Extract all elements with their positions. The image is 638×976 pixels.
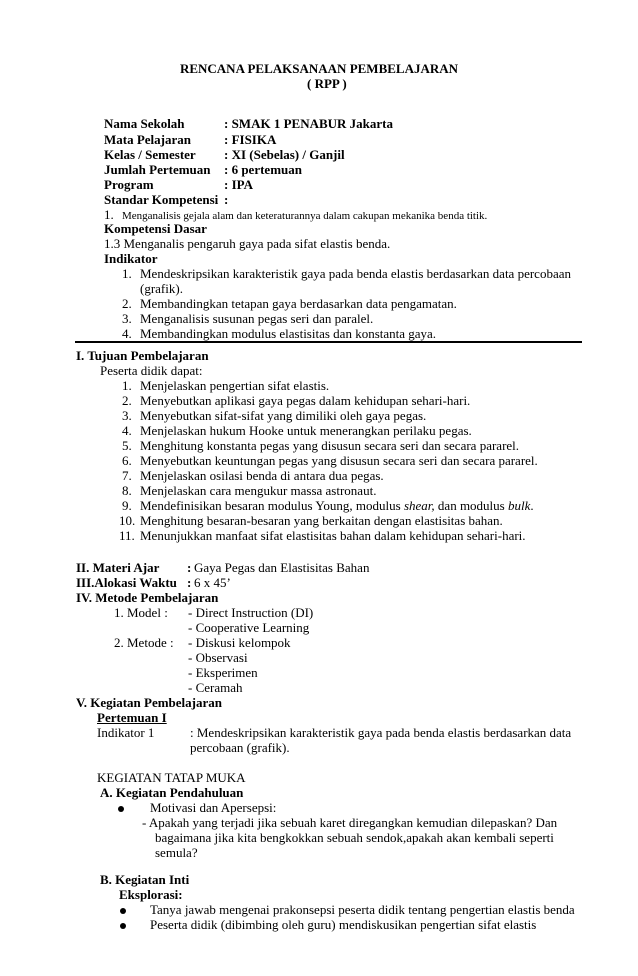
identity-value: : 6 pertemuan — [224, 162, 302, 177]
list-item: - Direct Instruction (DI) — [188, 605, 314, 620]
list-item: - Diskusi kelompok — [188, 635, 291, 650]
question-line: bagaimana jika kita bengkokkan sebuah sendok,apakah akan kembali seperti — [155, 830, 554, 845]
indikator-heading: Indikator — [104, 251, 158, 266]
list-number: 7. — [122, 468, 132, 483]
question-line: - Apakah yang terjadi jika sebuah karet diregangkan kemudian dilepaskan? Dan — [142, 815, 558, 830]
list-item: Menunjukkan manfaat sifat elastisitas bahan dalam kehidupan sehari-hari. — [140, 528, 526, 543]
list-item: Menjelaskan hukum Hooke untuk menerangkan perilaku pegas. — [140, 423, 472, 438]
list-item: Mendeskripsikan karakteristik gaya pada benda elastis berdasarkan data percobaan — [140, 266, 571, 281]
metode-label: 2. Metode : — [114, 635, 174, 650]
list-number: 5. — [122, 438, 132, 453]
list-number: 8. — [122, 483, 132, 498]
identity-label: Program — [104, 177, 154, 192]
identity-label: Jumlah Pertemuan — [104, 162, 211, 177]
list-number: 1. — [122, 378, 132, 393]
alokasi-value: 6 x 45’ — [194, 575, 231, 590]
identity-label: Mata Pelajaran — [104, 132, 192, 147]
list-item: - Eksperimen — [188, 665, 258, 680]
list-item — [140, 498, 534, 514]
colon: : — [187, 575, 192, 590]
list-item: Peserta didik (dibimbing oleh guru) mendiskusikan pengertian sifat elastis — [150, 917, 537, 932]
list-number: 10. — [119, 513, 136, 528]
list-number: 1. — [122, 266, 132, 281]
document-subtitle: ( RPP ) — [307, 76, 347, 91]
document-title: RENCANA PELAKSANAAN PEMBELAJARAN — [179, 61, 459, 76]
list-item: Menyebutkan aplikasi gaya pegas dalam kehidupan sehari-hari. — [140, 393, 471, 408]
motivasi-text: Motivasi dan Apersepsi: — [150, 800, 277, 815]
identity-value: : XI (Sebelas) / Ganjil — [224, 147, 345, 162]
list-item: Menjelaskan osilasi benda di antara dua pegas. — [140, 468, 384, 483]
identity-value: : SMAK 1 PENABUR Jakarta — [224, 116, 393, 131]
list-number: 2. — [122, 296, 132, 311]
list-number: 9. — [122, 498, 132, 513]
list-number: 3. — [122, 408, 132, 423]
list-item: Membandingkan modulus elastisitas dan konstanta gaya. — [140, 326, 437, 341]
list-item: Menghitung besaran-besaran yang berkaitan dengan elastisitas bahan. — [140, 513, 503, 528]
list-item: Menganalisis susunan pegas seri dan paralel. — [140, 311, 374, 326]
term-bulk: bulk — [507, 498, 531, 513]
section-heading: II. Materi Ajar — [76, 560, 160, 575]
pertemuan-heading: Pertemuan I — [97, 710, 167, 725]
materi-value: Gaya Pegas dan Elastisitas Bahan — [194, 560, 370, 575]
tatap-muka-heading: KEGIATAN TATAP MUKA — [97, 770, 246, 785]
tujuan-intro: Peserta didik dapat: — [100, 363, 203, 378]
section-heading: IV. Metode Pembelajaran — [76, 590, 219, 605]
standar-text: Menganalisis gejala alam dan keteraturannya dalam cakupan mekanika benda titik. — [122, 210, 488, 222]
list-item-text: dan modulus — [434, 498, 508, 513]
section-divider — [75, 341, 582, 343]
kompetensi-text: 1.3 Menganalis pengaruh gaya pada sifat elastis benda. — [104, 236, 391, 251]
identity-label: Standar Kompetensi — [104, 192, 219, 207]
colon: : — [187, 560, 192, 575]
term-shear: shear, — [403, 498, 435, 513]
model-label: 1. Model : — [114, 605, 168, 620]
identity-value: : IPA — [224, 177, 254, 192]
list-number: 6. — [122, 453, 132, 468]
list-item-continuation: (grafik). — [140, 281, 183, 296]
identity-value: : FISIKA — [224, 132, 277, 147]
bullet-icon — [120, 902, 126, 918]
list-number: 3. — [122, 311, 132, 326]
identity-value: : — [224, 192, 229, 207]
list-item: Menjelaskan pengertian sifat elastis. — [140, 378, 330, 393]
list-item: - Observasi — [188, 650, 248, 665]
list-item-text: . — [530, 498, 534, 513]
question-line: semula? — [155, 845, 198, 860]
list-item: Menghitung konstanta pegas yang disusun secara seri dan secara pararel. — [140, 438, 520, 453]
list-item: Menyebutkan keuntungan pegas yang disusun secara seri dan secara pararel. — [140, 453, 538, 468]
indikator-text: : Mendeskripsikan karakteristik gaya pada benda elastis berdasarkan data — [190, 725, 572, 740]
list-number: 4. — [122, 423, 132, 438]
pendahuluan-heading: A. Kegiatan Pendahuluan — [100, 785, 244, 800]
standar-number: 1. — [104, 207, 114, 222]
list-item: Membandingkan tetapan gaya berdasarkan data pengamatan. — [140, 296, 457, 311]
identity-label: Nama Sekolah — [104, 116, 185, 131]
list-number: 11. — [119, 528, 135, 543]
list-item-text: Mendefinisikan besaran modulus Young, modulus — [140, 498, 404, 513]
indikator-label: Indikator 1 — [97, 725, 155, 740]
section-heading: III.Alokasi Waktu — [76, 575, 177, 590]
kompetensi-heading: Kompetensi Dasar — [104, 221, 207, 236]
list-number: 2. — [122, 393, 132, 408]
eksplorasi-heading: Eksplorasi: — [119, 887, 183, 902]
bullet-icon — [118, 800, 124, 816]
list-item: - Ceramah — [188, 680, 243, 695]
section-heading: I. Tujuan Pembelajaran — [76, 348, 209, 363]
bullet-icon — [120, 917, 126, 933]
list-item: - Cooperative Learning — [188, 620, 310, 635]
inti-heading: B. Kegiatan Inti — [100, 872, 190, 887]
list-item: Tanya jawab mengenai prakonsepsi peserta didik tentang pengertian elastis benda — [150, 902, 575, 917]
list-number: 4. — [122, 326, 132, 341]
indikator-text-continuation: percobaan (grafik). — [190, 740, 290, 755]
list-item: Menyebutkan sifat-sifat yang dimiliki oleh gaya pegas. — [140, 408, 427, 423]
list-item: Menjelaskan cara mengukur massa astronaut. — [140, 483, 377, 498]
section-heading: V. Kegiatan Pembelajaran — [76, 695, 222, 710]
identity-label: Kelas / Semester — [104, 147, 196, 162]
